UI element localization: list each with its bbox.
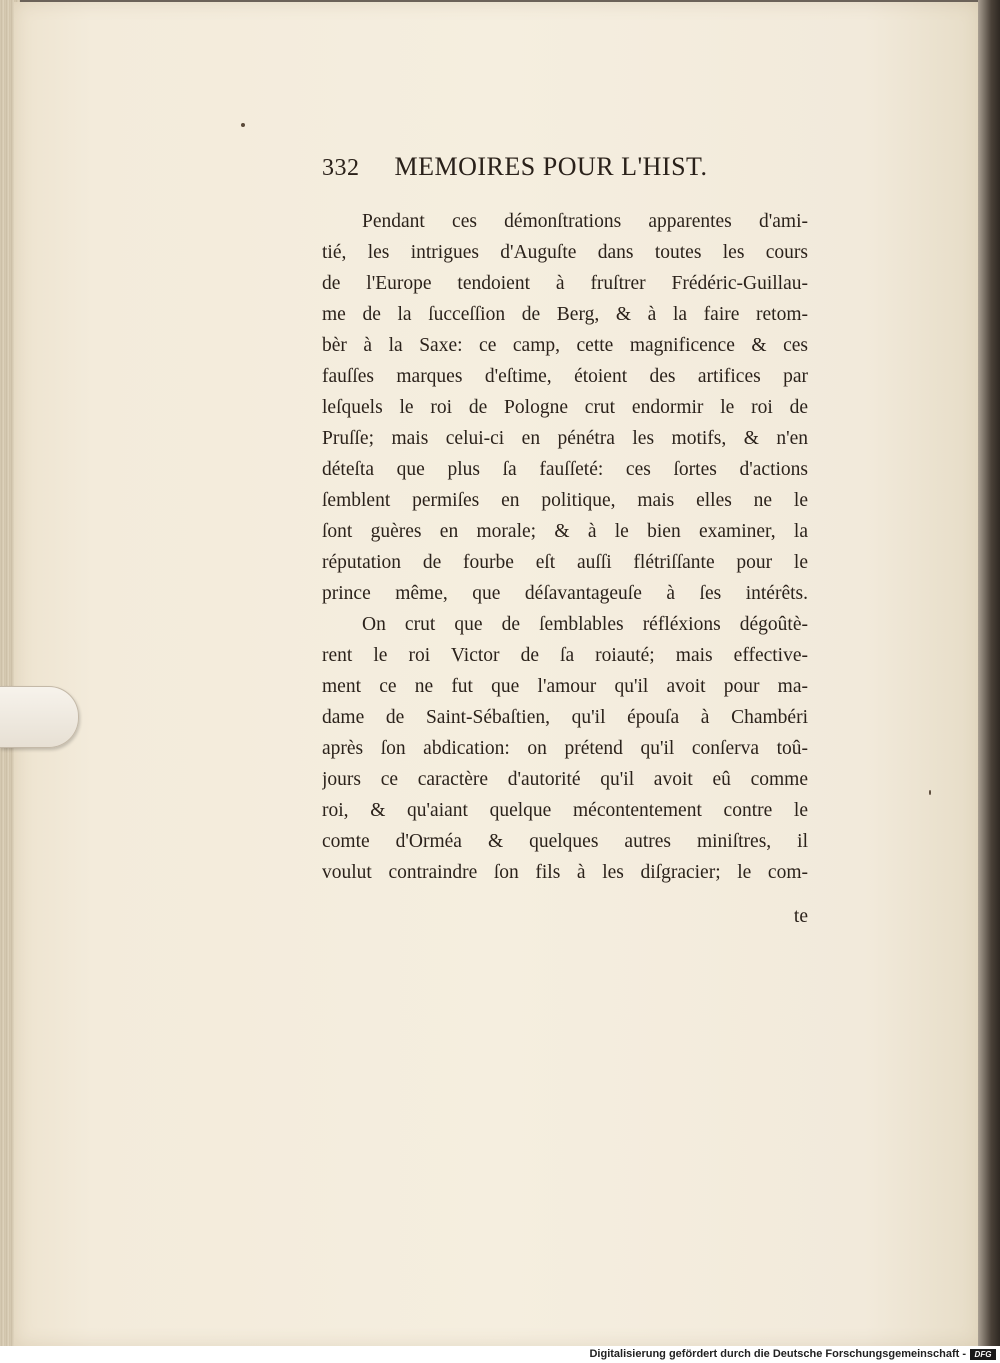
text-line: bèr à la Saxe: ce camp, cette magnificence & ces xyxy=(322,335,808,356)
page-number: 332 xyxy=(322,155,360,181)
ink-speck xyxy=(929,790,931,795)
text-line: après ſon abdication: on prétend qu'il conſerva toû- xyxy=(322,738,808,759)
page-clip xyxy=(0,686,79,748)
body-text xyxy=(322,206,808,888)
text-line: ment ce ne fut que l'amour qu'il avoit pour ma- xyxy=(322,676,808,697)
text-line: tié, les intrigues d'Auguſte dans toutes les cours xyxy=(322,242,808,263)
text-line: me de la ſucceſſion de Berg, & à la faire retom- xyxy=(322,304,808,325)
ink-speck xyxy=(241,123,245,127)
text-line: Pendant ces démonſtrations apparentes d'ami- xyxy=(362,211,808,232)
text-line: de l'Europe tendoient à fruſtrer Frédéric-Guillau- xyxy=(322,273,808,294)
text-line: jours ce caractère d'autorité qu'il avoit eû comme xyxy=(322,769,808,790)
dfg-logo: DFG xyxy=(970,1349,996,1360)
text-line: fauſſes marques d'eſtime, étoient des artifices par xyxy=(322,366,808,387)
text-line: déteſta que plus ſa fauſſeté: ces ſortes d'actions xyxy=(322,459,808,480)
running-head xyxy=(322,152,762,192)
paragraph-1 xyxy=(322,206,808,609)
catchword: te xyxy=(793,906,808,927)
digitization-credit: Digitalisierung gefördert durch die Deutsche Forschungsgemeinschaft - xyxy=(589,1348,966,1360)
text-line: réputation de fourbe eſt auſſi flétriſſante pour le xyxy=(322,552,808,573)
text-line: roi, & qu'aiant quelque mécontentement contre le xyxy=(322,800,808,821)
text-line: ſemblent permiſes en politique, mais elles ne le xyxy=(322,490,808,511)
text-line: ſont guères en morale; & à le bien examiner, la xyxy=(322,521,808,542)
text-line: On crut que de ſemblables réfléxions dégoûtè- xyxy=(362,614,808,635)
text-line: dame de Saint-Sébaſtien, qu'il épouſa à Chambéri xyxy=(322,707,808,728)
text-line: rent le roi Victor de ſa roiauté; mais effective- xyxy=(322,645,808,666)
paragraph-2 xyxy=(322,609,808,888)
text-line: Pruſſe; mais celui-ci en pénétra les motifs, & n'en xyxy=(322,428,808,449)
text-line: leſquels le roi de Pologne crut endormir le roi de xyxy=(322,397,808,418)
text-line: voulut contraindre ſon fils à les diſgracier; le com- xyxy=(322,862,808,883)
binding-shadow xyxy=(978,0,1000,1346)
text-line: prince même, que déſavantageuſe à ſes intérêts. xyxy=(322,583,808,604)
running-title: MEMOIRES POUR L'HIST. xyxy=(394,152,708,181)
digitization-credit-bar xyxy=(0,1346,1000,1363)
text-line: comte d'Orméa & quelques autres miniſtres, il xyxy=(322,831,808,852)
